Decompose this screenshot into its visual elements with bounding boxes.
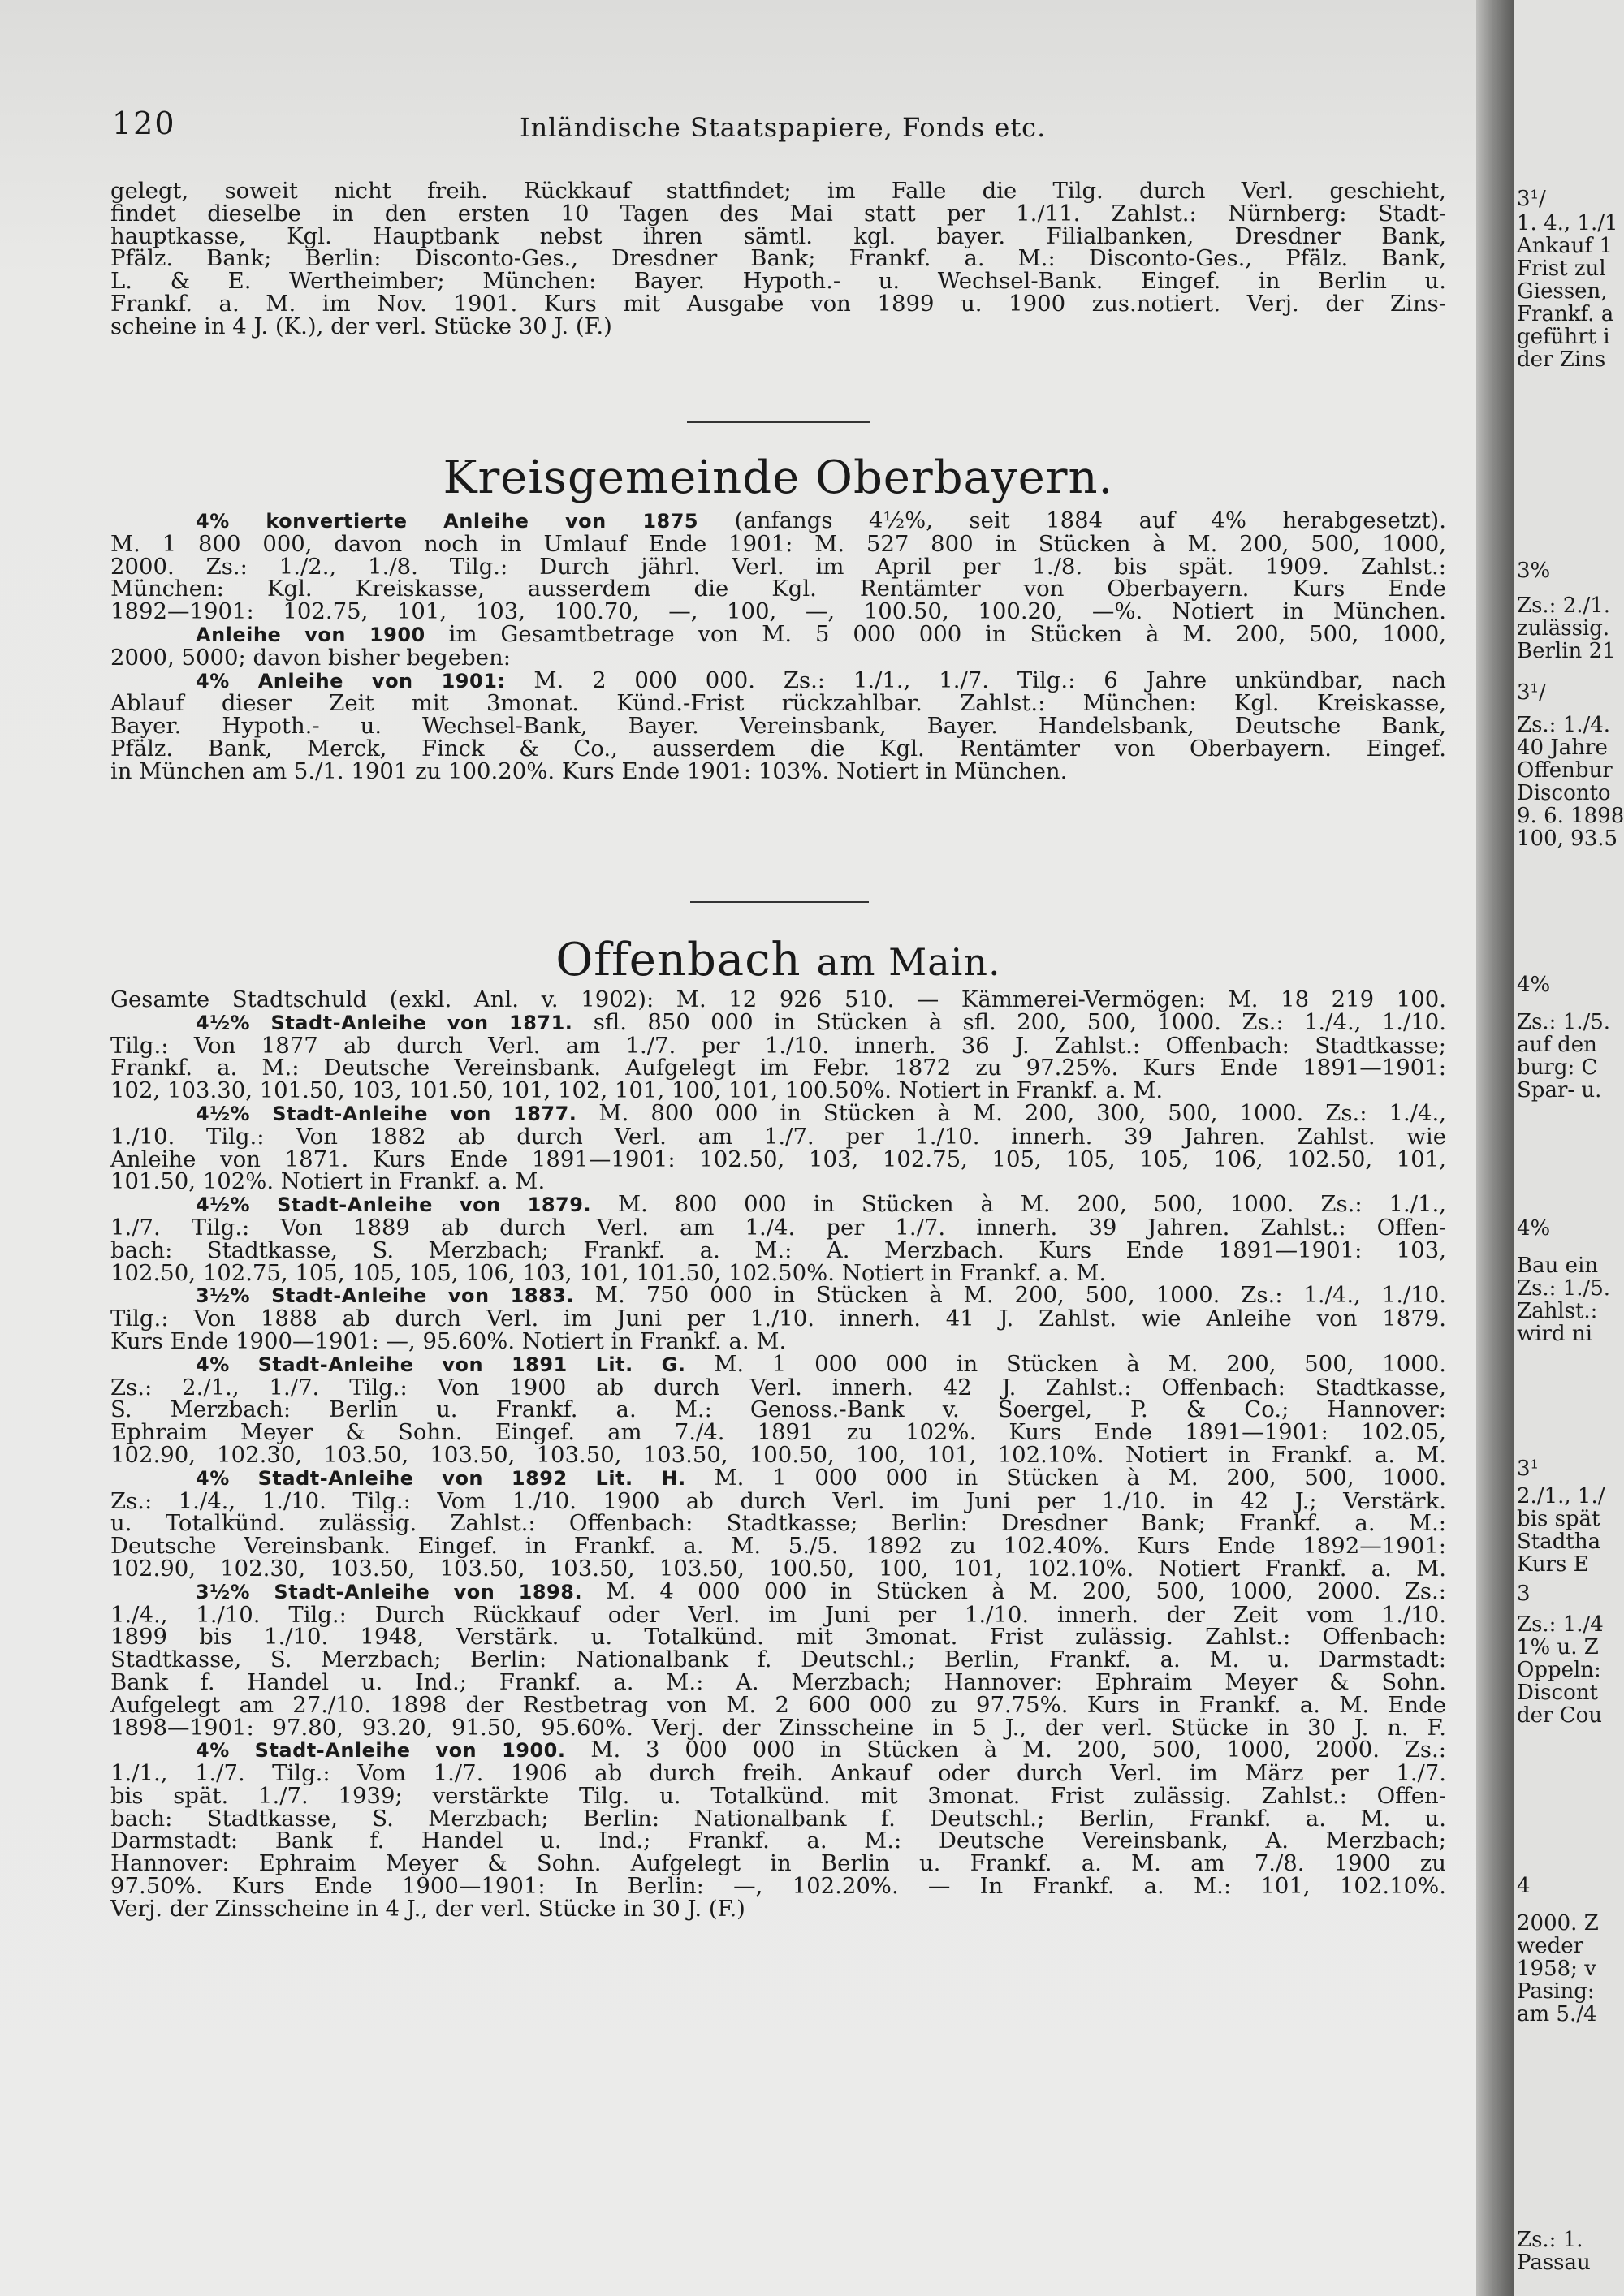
- text-line: [110, 1510, 1446, 1537]
- adjacent-page-fragment: 3¹: [1517, 1457, 1539, 1481]
- adjacent-page-fragment: weder: [1517, 1934, 1584, 1958]
- adjacent-page-fragment: Discont: [1517, 1681, 1598, 1705]
- text-line: [110, 1419, 1446, 1446]
- adjacent-page-fragment: Zs.: 1.: [1517, 2228, 1583, 2252]
- line-text: 1898—1901: 97.80, 93.20, 91.50, 95.60%. Verj. der Zinsscheine in 5 J., der verl. Stücke in 30 J. n. F.: [110, 1714, 1446, 1741]
- entry-first-line: [110, 507, 1446, 533]
- loan-title: 4% konvertierte Anleihe von 1875: [196, 510, 699, 533]
- text-line: [110, 1875, 1446, 1898]
- text-line: [110, 1032, 1446, 1059]
- entry-first-line: [110, 1350, 1446, 1377]
- adjacent-page-fragment: der Cou: [1517, 1703, 1603, 1728]
- text-line: [110, 1487, 1446, 1514]
- adjacent-page-fragment: 1958; v: [1517, 1957, 1596, 1981]
- line-text: Zs.: 2./1., 1./7. Tilg.: Von 1900 ab durch Verl. innerh. 42 J. Zahlst.: Offenbach: Stadtkasse,: [110, 1374, 1446, 1400]
- adjacent-page-fragment: Frankf. a: [1517, 302, 1614, 326]
- text-line: [110, 1077, 1446, 1104]
- text-line: [110, 1327, 1446, 1354]
- line-text: 102, 103.30, 101.50, 103, 101.50, 101, 102, 101, 100, 101, 100.50%. Notiert in Frankf. a. M.: [110, 1077, 1164, 1104]
- loan-title: 4% Anleihe von 1901:: [196, 669, 506, 693]
- loan-title: 4½% Stadt-Anleihe von 1879.: [196, 1193, 592, 1217]
- text-line: L. & E. Wertheimber; München: Bayer. Hypoth.- u. Wechsel-Bank. Eingef. in Berlin u.: [110, 268, 1446, 295]
- text-line: [110, 1760, 1446, 1787]
- adjacent-page-fragment: geführt i: [1517, 325, 1610, 349]
- line-text: (anfangs 4½%, seit 1884 auf 4% herabgesetzt).: [698, 507, 1446, 533]
- line-text: in München am 5./1. 1901 zu 100.20%. Kurs Ende 1901: 103%. Notiert in München.: [110, 757, 1068, 784]
- line-text: 1./10. Tilg.: Von 1882 ab durch Verl. am 1./7. per 1./10. innerh. 39 Jahren. Zahlst. wie: [110, 1123, 1446, 1150]
- text-line: [110, 1168, 1446, 1195]
- adjacent-page-fragment: Spar- u.: [1517, 1078, 1602, 1103]
- text-line: Frankf. a. M. im Nov. 1901. Kurs mit Ausgabe von 1899 u. 1900 zus.notiert. Verj. der Zins-: [110, 290, 1446, 317]
- text-line: [110, 1236, 1446, 1263]
- text-line: hauptkasse, Kgl. Hauptbank nebst ihren sämtl. kgl. bayer. Filialbanken, Dresdner Bank,: [110, 222, 1446, 249]
- section-body-oberbayern: [110, 507, 1447, 784]
- adjacent-page-fragment: 1% u. Z: [1517, 1635, 1599, 1659]
- line-text: Stadtkasse, S. Merzbach; Berlin: Nationalbank f. Deutschl.; Berlin, Frankf. a. M. u. Darmstadt:: [110, 1646, 1446, 1673]
- text-line: [110, 1668, 1446, 1695]
- line-text: u. Totalkünd. zulässig. Zahlst.: Offenbach: Stadtkasse; Berlin: Dresdner Bank; Frankf. a. M.:: [110, 1510, 1446, 1537]
- line-text: bis spät. 1./7. 1939; verstärkte Tilg. u. Totalkünd. mit 3monat. Frist zulässig. Zahlst.: Offen-: [110, 1782, 1446, 1809]
- text-line: [110, 1374, 1446, 1400]
- text-line: [110, 1555, 1446, 1582]
- intro-paragraph: [110, 180, 1446, 339]
- line-text: 2000, 5000; davon bisher begeben:: [110, 644, 511, 671]
- line-text: M. 2 000 000. Zs.: 1./1., 1./7. Tilg.: 6 Jahre unkündbar, nach: [505, 667, 1446, 693]
- section-body-offenbach: [110, 986, 1447, 1922]
- loan-title: 3½% Stadt-Anleihe von 1898.: [196, 1580, 583, 1603]
- entry-first-line: [110, 667, 1446, 693]
- line-text: im Gesamtbetrage von M. 5 000 000 in Stücken à M. 200, 500, 1000,: [425, 620, 1447, 647]
- line-text: sfl. 850 000 in Stücken à sfl. 200, 500, 1000. Zs.: 1./4., 1./10.: [572, 1008, 1447, 1035]
- text-line: [110, 598, 1446, 625]
- adjacent-page-fragment: Zs.: 1./5.: [1517, 1276, 1611, 1301]
- adjacent-page-fragment: Ankauf 1: [1517, 234, 1613, 258]
- entry-first-line: [110, 1008, 1447, 1035]
- adjacent-page-fragment: 3¹/: [1517, 187, 1546, 211]
- adjacent-page-fragment: Disconto: [1517, 781, 1611, 805]
- text-line: [110, 986, 1446, 1012]
- adjacent-page-fragment: Zs.: 2./1.: [1517, 593, 1611, 618]
- line-text: M. 1 800 000, davon noch in Umlauf Ende 1901: M. 527 800 in Stücken à M. 200, 500, 1000,: [110, 530, 1446, 557]
- adjacent-page-fragment: wird ni: [1517, 1322, 1592, 1346]
- text-line: [110, 1850, 1446, 1877]
- section-heading-oberbayern: Kreisgemeinde Oberbayern.: [443, 451, 1114, 504]
- adjacent-page-fragment: Zahlst.:: [1517, 1299, 1598, 1323]
- adjacent-page-fragment: Stadtha: [1517, 1530, 1601, 1554]
- adjacent-page-fragment: Bau ein: [1517, 1254, 1599, 1278]
- adjacent-page-fragment: 100, 93.5: [1517, 826, 1618, 851]
- line-text: 102.90, 102.30, 103.50, 103.50, 103.50, 103.50, 100.50, 100, 101, 102.10%. Notiert in Frankf. a. M.: [110, 1441, 1446, 1468]
- line-text: 97.50%. Kurs Ende 1900—1901: In Berlin: —, 102.20%. — In Frankf. a. M.: 101, 102.10%.: [110, 1873, 1446, 1900]
- adjacent-page-fragment: Offenbur: [1517, 758, 1613, 783]
- entry-first-line: [110, 1464, 1447, 1491]
- line-text: 2000. Zs.: 1./2., 1./8. Tilg.: Durch jährl. Verl. im April per 1./8. bis spät. 1909. Zahlst.:: [110, 553, 1446, 580]
- entry-first-line: [110, 1739, 1446, 1763]
- line-text: Verj. der Zinsscheine in 4 J., der verl. Stücke in 30 J. (F.): [110, 1895, 745, 1922]
- adjacent-page-fragment: Zs.: 1./4: [1517, 1612, 1604, 1637]
- line-text: M. 1 000 000 in Stücken à M. 200, 500, 1000.: [685, 1350, 1446, 1377]
- text-line: scheine in 4 J. (K.), der verl. Stücke 30 J. (F.): [110, 313, 612, 339]
- text-line: [110, 1146, 1446, 1172]
- adjacent-page-fragment: Passau: [1517, 2251, 1591, 2275]
- entry-first-line: [110, 1193, 1446, 1217]
- line-text: Zs.: 1./4., 1./10. Tilg.: Vom 1./10. 1900 ab durch Verl. im Juni per 1./10. in 42 J.; Verstärk.: [110, 1487, 1446, 1514]
- line-text: bach: Stadtkasse, S. Merzbach; Frankf. a. M.: A. Merzbach. Kurs Ende 1891—1901: 103,: [110, 1236, 1446, 1263]
- line-text: Pfälz. Bank, Merck, Finck & Co., ausserdem die Kgl. Rentämter von Oberbayern. Eingef.: [110, 735, 1446, 762]
- entry-first-line: [110, 1099, 1446, 1126]
- line-text: S. Merzbach: Berlin u. Frankf. a. M.: Genoss.-Bank v. Soergel, P. & Co.; Hannover:: [110, 1396, 1446, 1423]
- text-line: [110, 1805, 1446, 1832]
- text-line: findet dieselbe in den ersten 10 Tagen des Mai statt per 1./11. Zahlst.: Nürnberg: Stadt-: [110, 200, 1446, 227]
- line-text: Hannover: Ephraim Meyer & Sohn. Aufgelegt in Berlin u. Frankf. a. M. am 7./8. 1900 zu: [110, 1850, 1446, 1877]
- adjacent-page-fragment: Pasing:: [1517, 1979, 1595, 2004]
- line-text: 1./1., 1./7. Tilg.: Vom 1./7. 1906 ab durch freih. Ankauf oder durch Verl. im März per 1./7.: [110, 1760, 1446, 1787]
- line-text: 102.50, 102.75, 105, 105, 105, 106, 103, 101, 101.50, 102.50%. Notiert in Frankf. a. M.: [110, 1259, 1107, 1286]
- line-text: Darmstadt: Bank f. Handel u. Ind.; Frankf. a. M.: Deutsche Vereinsbank, A. Merzbach;: [110, 1828, 1446, 1854]
- line-text: 1./4., 1./10. Tilg.: Durch Rückkauf oder Verl. im Juni per 1./10. innerh. der Zeit vom 1./10.: [110, 1601, 1446, 1628]
- adjacent-page-fragment: 4: [1517, 1874, 1531, 1898]
- text-line: [110, 530, 1446, 557]
- text-line: [110, 1714, 1446, 1741]
- line-text: Aufgelegt am 27./10. 1898 der Restbetrag von M. 2 600 000 zu 97.75%. Kurs in Frankf. a. M. Ende: [110, 1691, 1446, 1718]
- line-text: 102.90, 102.30, 103.50, 103.50, 103.50, 103.50, 100.50, 100, 101, 102.10%. Notiert Frankf. a. M.: [110, 1555, 1446, 1582]
- text-line: [110, 1057, 1446, 1080]
- adjacent-page-fragment: Oppeln:: [1517, 1658, 1601, 1682]
- adjacent-page-edge: [1514, 0, 1624, 2296]
- loan-title: 4½% Stadt-Anleihe von 1877.: [196, 1102, 577, 1125]
- loan-title: 4% Stadt-Anleihe von 1891 Lit. G.: [196, 1353, 686, 1376]
- adjacent-page-fragment: 3¹/: [1517, 680, 1546, 705]
- text-line: Pfälz. Bank; Berlin: Disconto-Ges., Dresdner Bank; Frankf. a. M.: Disconto-Ges., Pfälz. Bank,: [110, 245, 1446, 272]
- section-heading-offenbach: [110, 934, 1446, 986]
- text-line: [110, 1259, 1446, 1286]
- adjacent-page-fragment: 4%: [1517, 973, 1551, 997]
- adjacent-page-fragment: Frist zul: [1517, 257, 1606, 281]
- text-line: [110, 1308, 1446, 1331]
- line-text: M. 4 000 000 in Stücken à M. 200, 500, 1000, 2000. Zs.:: [582, 1577, 1447, 1604]
- text-line: [110, 1441, 1446, 1468]
- line-text: bach: Stadtkasse, S. Merzbach; Berlin: Nationalbank f. Deutschl.; Berlin, Frankf. a. M. u.: [110, 1805, 1446, 1832]
- adjacent-page-fragment: 9. 6. 1898: [1517, 804, 1624, 828]
- line-text: M. 800 000 in Stücken à M. 200, 500, 1000. Zs.: 1./1.,: [591, 1191, 1446, 1218]
- section-divider: [690, 901, 869, 903]
- text-line: [110, 1214, 1446, 1241]
- adjacent-page-fragment: 3%: [1517, 559, 1551, 583]
- entry-first-line: [110, 1577, 1447, 1604]
- adjacent-page-fragment: burg: C: [1517, 1055, 1598, 1080]
- text-line: [110, 1830, 1446, 1853]
- loan-title: 3½% Stadt-Anleihe von 1883.: [196, 1284, 575, 1308]
- text-line: [110, 578, 1446, 601]
- adjacent-page-fragment: 40 Jahre: [1517, 736, 1608, 760]
- adjacent-page-fragment: 2./1., 1./: [1517, 1484, 1605, 1508]
- line-text: Kurs Ende 1900—1901: —, 95.60%. Notiert in Frankf. a. M.: [110, 1327, 787, 1354]
- adjacent-page-fragment: 1. 4., 1./1: [1517, 211, 1618, 235]
- adjacent-page-fragment: 2000. Z: [1517, 1911, 1599, 1936]
- line-text: M. 1 000 000 in Stücken à M. 200, 500, 1000.: [685, 1464, 1447, 1491]
- line-text: 1899 bis 1./10. 1948, Verstärk. u. Totalkünd. mit 3monat. Frist zulässig. Zahlst.: Offenbach:: [110, 1624, 1446, 1651]
- line-text: M. 3 000 000 in Stücken à M. 200, 500, 1000, 2000. Zs.:: [565, 1737, 1447, 1763]
- line-text: München: Kgl. Kreiskasse, ausserdem die Kgl. Rentämter von Oberbayern. Kurs Ende: [110, 576, 1446, 602]
- line-text: Bayer. Hypoth.- u. Wechsel-Bank, Bayer. Vereinsbank, Bayer. Handelsbank, Deutsche Bank,: [110, 713, 1446, 740]
- line-text: Tilg.: Von 1888 ab durch Verl. im Juni per 1./10. innerh. 41 J. Zahlst. wie Anleihe von 1879.: [110, 1306, 1446, 1332]
- heading-rest: am Main.: [816, 940, 1001, 984]
- line-text: M. 750 000 in Stücken à M. 200, 500, 1000. Zs.: 1./4., 1./10.: [574, 1282, 1447, 1309]
- line-text: Tilg.: Von 1877 ab durch Verl. am 1./7. per 1./10. innerh. 36 J. Zahlst.: Offenbach: Stadtkasse;: [110, 1032, 1446, 1059]
- line-text: Ephraim Meyer & Sohn. Eingef. am 7./4. 1891 zu 102%. Kurs Ende 1891—1901: 102.05,: [110, 1419, 1446, 1446]
- text-line: [110, 1782, 1446, 1809]
- text-line: gelegt, soweit nicht freih. Rückkauf stattfindet; im Falle die Tilg. durch Verl. geschieht,: [110, 178, 1446, 204]
- line-text: M. 800 000 in Stücken à M. 200, 300, 500, 1000. Zs.: 1./4.,: [577, 1099, 1446, 1126]
- adjacent-page-fragment: Zs.: 1./4.: [1517, 713, 1611, 737]
- adjacent-page-fragment: auf den: [1517, 1033, 1597, 1057]
- text-line: [110, 735, 1446, 762]
- adjacent-page-fragment: zulässig.: [1517, 616, 1610, 641]
- line-text: Ablauf dieser Zeit mit 3monat. Künd.-Frist rückzahlbar. Zahlst.: München: Kgl. Kreiskasse,: [110, 690, 1446, 717]
- text-line: [110, 1601, 1446, 1628]
- line-text: Frankf. a. M.: Deutsche Vereinsbank. Aufgelegt im Febr. 1872 zu 97.25%. Kurs Ende 1891—1901:: [110, 1055, 1446, 1081]
- line-text: Gesamte Stadtschuld (exkl. Anl. v. 1902): M. 12 926 510. — Kämmerei-Vermögen: M. 18 219 100.: [110, 986, 1446, 1012]
- text-line: [110, 553, 1446, 580]
- entry-first-line: [110, 1284, 1446, 1308]
- adjacent-page-fragment: am 5./4: [1517, 2002, 1597, 2026]
- book-gutter: [1476, 0, 1514, 2296]
- text-line: [110, 715, 1446, 738]
- text-line: [110, 644, 1446, 671]
- adjacent-page-fragment: 4%: [1517, 1216, 1551, 1241]
- line-text: 1892—1901: 102.75, 101, 103, 100.70, —, 100, —, 100.50, 100.20, —%. Notiert in München.: [110, 598, 1446, 625]
- line-text: Bank f. Handel u. Ind.; Frankf. a. M.: A. Merzbach; Hannover: Ephraim Meyer & Sohn.: [110, 1668, 1446, 1695]
- line-text: 101.50, 102%. Notiert in Frankf. a. M.: [110, 1168, 546, 1195]
- text-line: [110, 1626, 1446, 1649]
- adjacent-page-fragment: 3: [1517, 1582, 1531, 1606]
- adjacent-page-fragment: Zs.: 1./5.: [1517, 1010, 1611, 1034]
- adjacent-page-fragment: Kurs E: [1517, 1552, 1589, 1577]
- page-number: 120: [112, 106, 176, 141]
- line-text: Deutsche Vereinsbank. Eingef. in Frankf. a. M. 5./5. 1892 zu 102.40%. Kurs Ende 1892—1901:: [110, 1533, 1446, 1560]
- line-text: Anleihe von 1871. Kurs Ende 1891—1901: 102.50, 103, 102.75, 105, 105, 105, 106, 102.50, 101,: [110, 1146, 1446, 1172]
- text-line: [110, 1396, 1446, 1423]
- text-line: [110, 1691, 1446, 1718]
- adjacent-page-fragment: der Zins: [1517, 347, 1606, 372]
- line-text: 1./7. Tilg.: Von 1889 ab durch Verl. am 1./4. per 1./7. innerh. 39 Jahren. Zahlst.: Offen-: [110, 1214, 1446, 1241]
- loan-title: 4½% Stadt-Anleihe von 1871.: [196, 1011, 573, 1034]
- adjacent-page-fragment: Berlin 21: [1517, 639, 1616, 663]
- running-title: Inländische Staatspapiere, Fonds etc.: [520, 112, 1047, 143]
- section-divider: [687, 421, 870, 423]
- adjacent-page-fragment: Giessen,: [1517, 279, 1608, 304]
- adjacent-page-fragment: bis spät: [1517, 1507, 1600, 1531]
- text-line: [110, 690, 1446, 717]
- text-line: [110, 1535, 1446, 1558]
- text-line: [110, 1895, 1446, 1922]
- entry-first-line: [110, 620, 1447, 647]
- loan-title: 4% Stadt-Anleihe von 1892 Lit. H.: [196, 1466, 686, 1490]
- heading-main: Offenbach: [555, 934, 801, 986]
- text-line: [110, 1646, 1446, 1673]
- text-line: [110, 1123, 1446, 1150]
- text-line: [110, 757, 1446, 784]
- loan-title: Anleihe von 1900: [196, 623, 425, 646]
- loan-title: 4% Stadt-Anleihe von 1900.: [196, 1739, 566, 1763]
